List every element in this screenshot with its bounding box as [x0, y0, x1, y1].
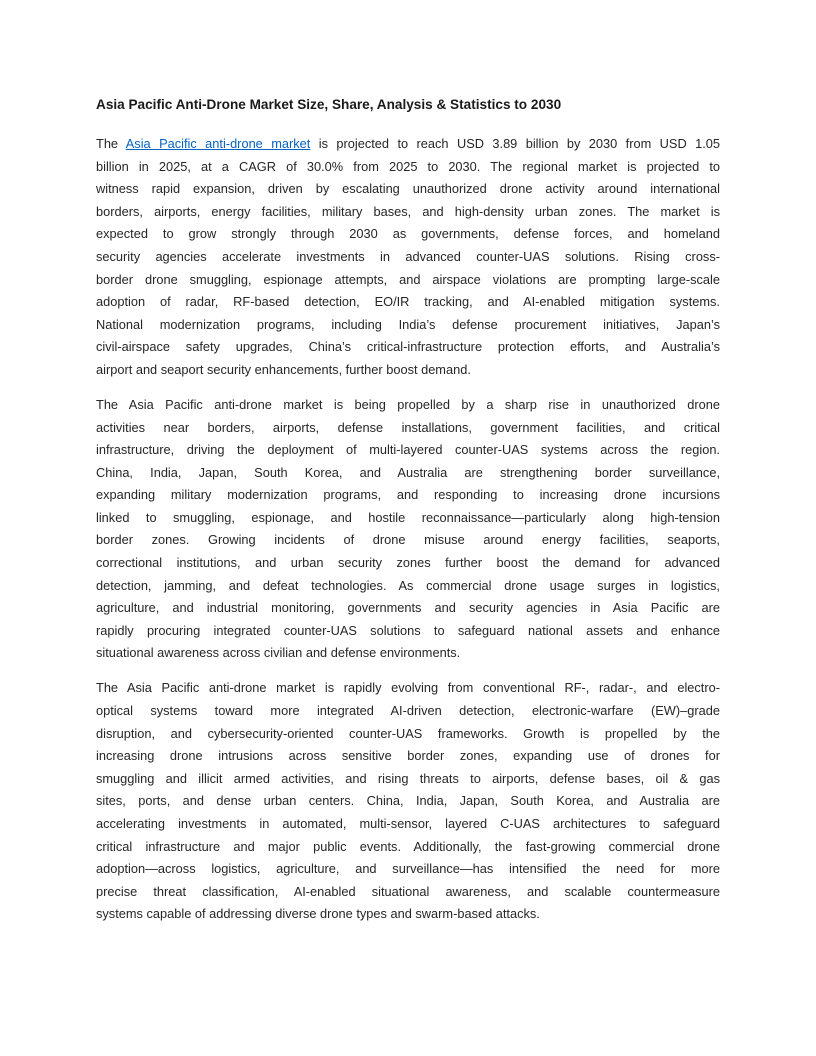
paragraph: [96, 394, 720, 665]
text-line: linked to smuggling, espionage, and hostile reconnaissance—particularly along high-tension: [96, 509, 720, 525]
text-span: The: [96, 136, 126, 151]
text-line: The Asia Pacific anti-drone market is rapidly evolving from conventional RF-, radar-, and electro-: [96, 680, 720, 696]
text-line: activities near borders, airports, defense installations, government facilities, and critical: [96, 419, 720, 435]
text-line: border drone smuggling, espionage attempts, and airspace violations are prompting large-scale: [96, 271, 720, 287]
text-line: [96, 133, 720, 156]
text-line: expected to grow strongly through 2030 as governments, defense forces, and homeland: [96, 226, 720, 242]
text-line: adoption of radar, RF-based detection, EO/IR tracking, and AI-enabled mitigation systems.: [96, 294, 720, 310]
text-line: detection, jamming, and defeat technologies. As commercial drone usage surges in logistics,: [96, 577, 720, 593]
text-line: borders, airports, energy facilities, military bases, and high-density urban zones. The market is: [96, 203, 720, 219]
text-line: disruption, and cybersecurity-oriented counter-UAS frameworks. Growth is propelled by the: [96, 725, 720, 741]
text-line: optical systems toward more integrated AI-driven detection, electronic-warfare (EW)–grade: [96, 703, 720, 719]
text-line: rapidly procuring integrated counter-UAS solutions to safeguard national assets and enhance: [96, 622, 720, 638]
document-title: Asia Pacific Anti-Drone Market Size, Share, Analysis & Statistics to 2030: [96, 97, 562, 112]
text-line: sites, ports, and dense urban centers. China, India, Japan, South Korea, and Australia are: [96, 793, 720, 809]
text-line: precise threat classification, AI-enabled situational awareness, and scalable countermeasure: [96, 883, 720, 899]
text-line: situational awareness across civilian and defense environments.: [96, 645, 461, 661]
document-body: [96, 133, 720, 926]
text-line: billion in 2025, at a CAGR of 30.0% from 2025 to 2030. The regional market is projected to: [96, 158, 720, 174]
text-line: witness rapid expansion, driven by escalating unauthorized drone activity around international: [96, 181, 720, 197]
text-line: accelerating investments in automated, multi-sensor, layered C-UAS architectures to safeguard: [96, 816, 720, 831]
text-line: adoption—across logistics, agriculture, and surveillance—has intensified the need for more: [96, 861, 720, 877]
text-line: increasing drone intrusions across sensitive border zones, expanding use of drones for: [96, 748, 720, 764]
text-line: The Asia Pacific anti-drone market is being propelled by a sharp rise in unauthorized drone: [96, 396, 720, 412]
text-line: infrastructure, driving the deployment of multi-layered counter-UAS systems across the region.: [96, 442, 720, 458]
text-line: agriculture, and industrial monitoring, governments and security agencies in Asia Pacific are: [96, 600, 720, 616]
text-line: border zones. Growing incidents of drone misuse around energy facilities, seaports,: [96, 532, 720, 548]
text-line: expanding military modernization programs, and responding to increasing drone incursions: [96, 487, 720, 503]
document-page: [96, 95, 720, 938]
paragraph: [96, 133, 720, 382]
text-line: correctional institutions, and urban security zones further boost the demand for advanced: [96, 555, 720, 571]
text-line: smuggling and illicit armed activities, and rising threats to airports, defense bases, oil & gas: [96, 770, 720, 786]
text-line: systems capable of addressing diverse drone types and swarm-based attacks.: [96, 906, 540, 922]
paragraph: [96, 677, 720, 926]
text-line: security agencies accelerate investments in advanced counter-UAS solutions. Rising cross-: [96, 248, 720, 264]
market-report-link[interactable]: Asia Pacific anti-drone market: [125, 136, 311, 151]
text-line: National modernization programs, including India’s defense procurement initiatives, Japan’s: [96, 316, 720, 332]
text-span: is projected to reach USD 3.89 billion by 2030 from USD 1.05: [310, 136, 721, 151]
text-line: critical infrastructure and major public events. Additionally, the fast-growing commercial drone: [96, 838, 720, 854]
text-line: civil-airspace safety upgrades, China’s critical-infrastructure protection efforts, and Australia’s: [96, 339, 720, 355]
text-line: airport and seaport security enhancements, further boost demand.: [96, 361, 471, 377]
text-line: China, India, Japan, South Korea, and Australia are strengthening border surveillance,: [96, 464, 720, 480]
